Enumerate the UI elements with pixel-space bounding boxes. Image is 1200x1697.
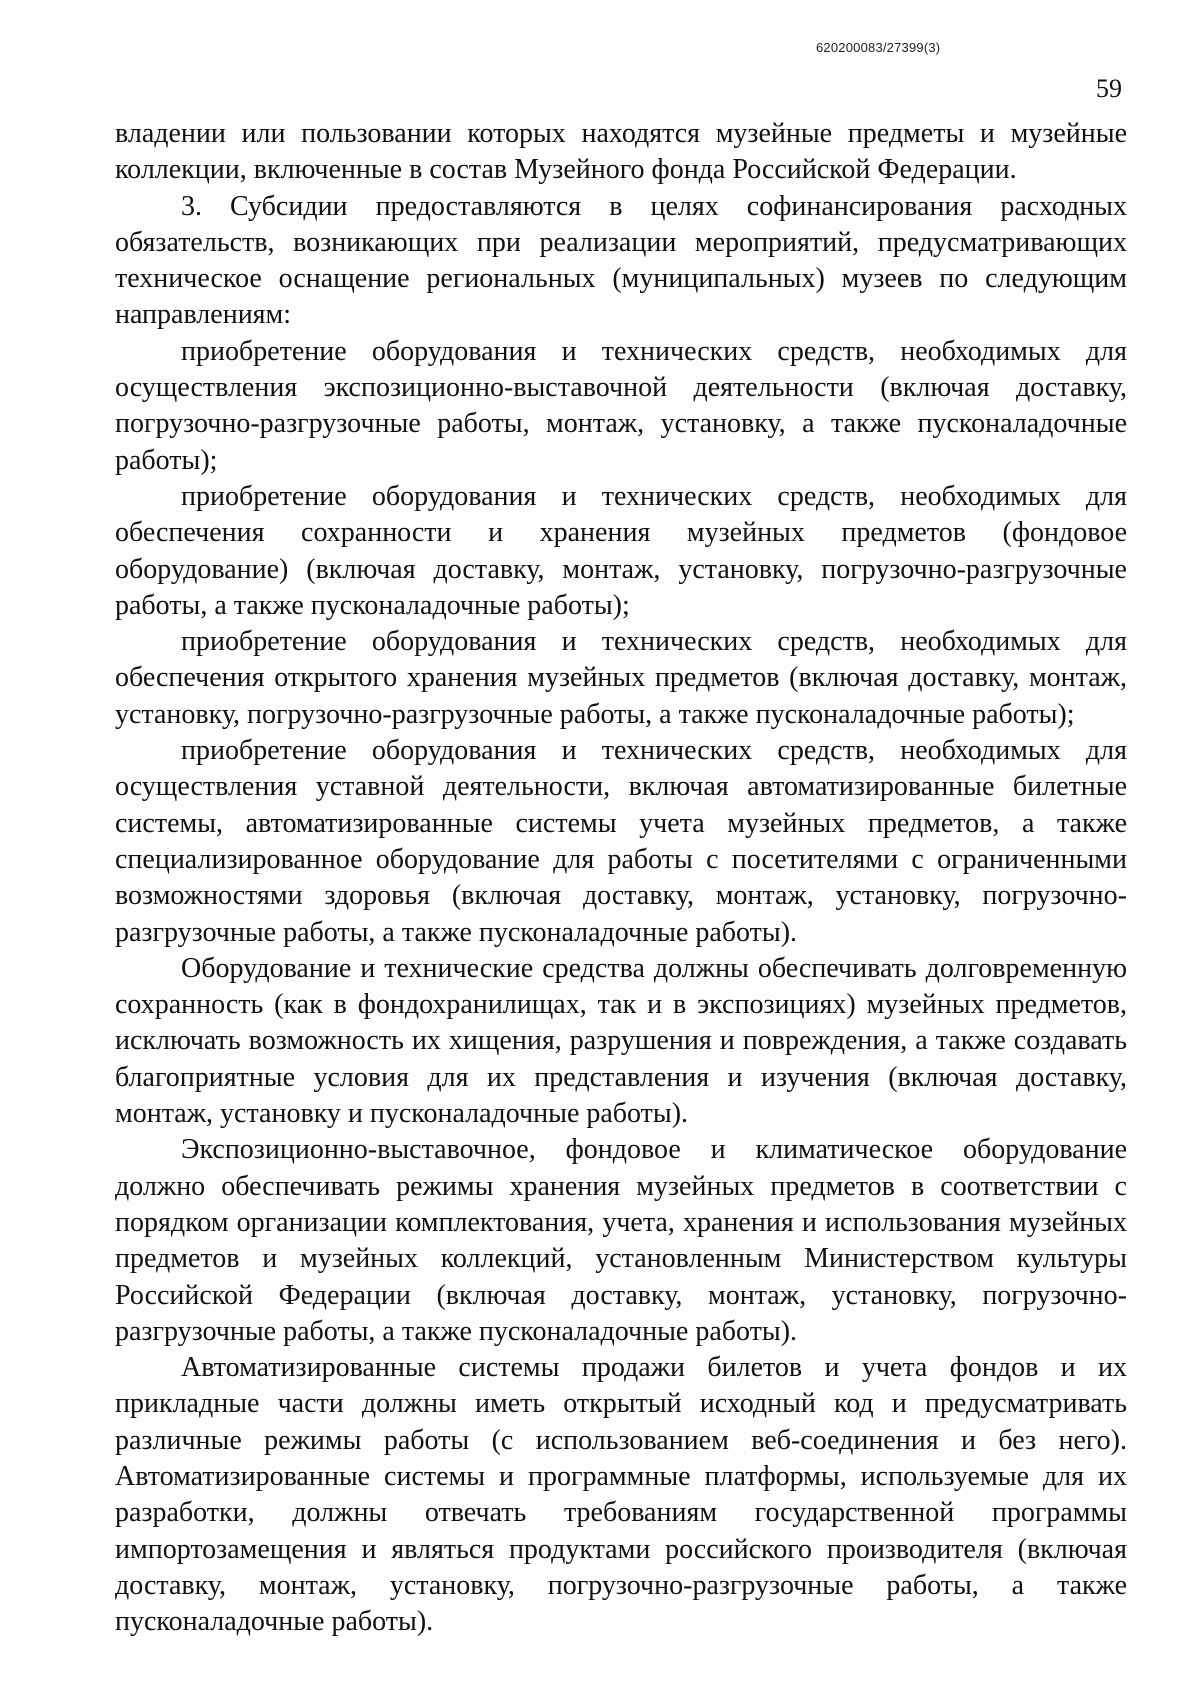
- paragraph-equipment-requirements: Оборудование и технические средства должны обеспечивать долговременную сохранность (как в фондохранилищах, так и в экспозициях) музейных предметов, исключать возможность их хищения, разрушения и повреждения, а также создавать благоприятные условия для их представления и изучения (включая доставку, монтаж, установку и пусконаладочные работы).: [115, 952, 1127, 1130]
- paragraph-climate-equipment: Экспозиционно-выставочное, фондовое и климатическое оборудование должно обеспечивать режимы хранения музейных предметов в соответствии с порядком организации комплектования, учета, хранения и использования музейных предметов и музейных коллекций, установленным Министерством культуры Российской Федерации (включая доставку, монтаж, установку, погрузочно-разгрузочные работы, а также пусконаладочные работы).: [115, 1134, 1127, 1347]
- paragraph-continuation: владении или пользовании которых находятся музейные предметы и музейные коллекции, включенные в состав Музейного фонда Российской Федерации.: [115, 118, 1127, 186]
- paragraph-item-exhibition-equipment: приобретение оборудования и технических средств, необходимых для осуществления экспозиционно-выставочной деятельности (включая доставку, погрузочно-разгрузочные работы, монтаж, установку, а также пусконаладочные работы);: [115, 335, 1127, 476]
- paragraph-item-open-storage: приобретение оборудования и технических средств, необходимых для обеспечения открытого хранения музейных предметов (включая доставку, монтаж, установку, погрузочно-разгрузочные работы, а также пусконаладочные работы);: [115, 626, 1127, 730]
- paragraph-automated-systems: Автоматизированные системы продажи билетов и учета фондов и их прикладные части должны иметь открытый исходный код и предусматривать различные режимы работы (с использованием веб-соединения и без него). Автоматизированные системы и программные платформы, используемые для их разработки, должны отвечать требованиям государственной программы импортозамещения и являться продуктами российского производителя (включая доставку, монтаж, установку, погрузочно-разгрузочные работы, а также пусконаладочные работы).: [115, 1352, 1127, 1638]
- paragraph-item-statutory-activity: приобретение оборудования и технических средств, необходимых для осуществления уставной деятельности, включая автоматизированные билетные системы, автоматизированные системы учета музейных предметов, а также специализированное оборудование для работы с посетителями с ограниченными возможностями здоровья (включая доставку, монтаж, установку, погрузочно-разгрузочные работы, а также пусконаладочные работы).: [115, 735, 1127, 948]
- paragraph-clause-3: 3. Субсидии предоставляются в целях софинансирования расходных обязательств, возникающих при реализации мероприятий, предусматривающих техническое оснащение региональных (муниципальных) музеев по следующим направлениям:: [115, 190, 1127, 331]
- document-registration-code: 620200083/27399(3): [816, 40, 941, 55]
- page-number: 59: [1096, 74, 1122, 103]
- document-body: [115, 116, 1127, 1640]
- paragraph-item-storage-equipment: приобретение оборудования и технических средств, необходимых для обеспечения сохранности и хранения музейных предметов (фондовое оборудование) (включая доставку, монтаж, установку, погрузочно-разгрузочные работы, а также пусконаладочные работы);: [115, 480, 1127, 621]
